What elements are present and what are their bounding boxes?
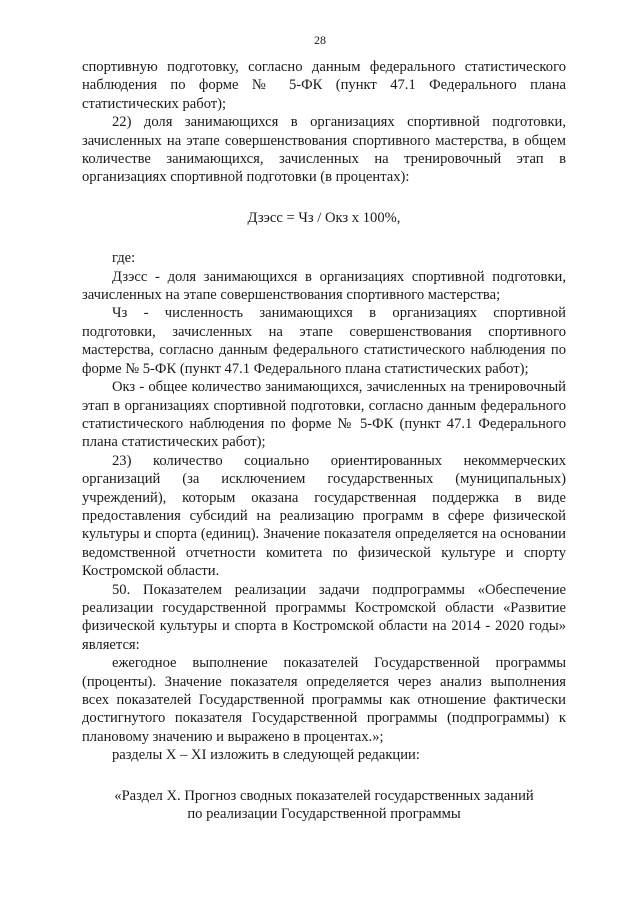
section-heading xyxy=(82,787,566,824)
paragraph-continuation: спортивную подготовку, согласно данным федерального статистического наблюдения по форме № 5-ФК (пункт 47.1 Федерального плана статистических работ); xyxy=(82,59,566,112)
definition-okz: Окз - общее количество занимающихся, зачисленных на тренировочный этап в организациях спортивной подготовки, согласно данным федерального статистического наблюдения по форме № 5-ФК (пункт 47.1 Федерального плана статистических работ); xyxy=(82,379,566,451)
definition-dzess: Дзэсс - доля занимающихся в организациях спортивной подготовки, зачисленных на этапе совершенствования спортивного мастерства; xyxy=(82,268,566,304)
definition-chz: Чз - численность занимающихся в организациях спортивной подготовки, зачисленных на этапе совершенствования спортивного мастерства, согласно данным федерального статистического наблюдения по форме № 5-ФК (пункт 47.1 Федерального плана статистических работ); xyxy=(82,305,566,377)
paragraph-sections-instruction: разделы X – XI изложить в следующей редакции: xyxy=(112,747,420,764)
section-heading-line-2: по реализации Государственной программы xyxy=(187,806,461,823)
paragraph-item-22: 22) доля занимающихся в организациях спортивной подготовки, зачисленных на этапе совершенствования спортивного мастерства, в общем количестве занимающихся, зачисленных на тренировочный этап в организациях спортивной подготовки (в процентах): xyxy=(82,114,566,186)
paragraph-item-50: 50. Показателем реализации задачи подпрограммы «Обеспечение реализации государственной программы Костромской области «Развитие физической культуры и спорта в Костромской области на 2014 - 2020 годы» является: xyxy=(82,581,566,653)
section-heading-line-1: «Раздел X. Прогноз сводных показателей государственных заданий xyxy=(114,787,534,804)
paragraph-annual-indicator: ежегодное выполнение показателей Государственной программы (проценты). Значение показателя определяется через анализ выполнения всех показателей Государственной программы как отношение фактически достигнутого показателя Государственной программы (подпрограммы) к плановому значению и выражено в процентах.»; xyxy=(82,655,566,745)
document-body xyxy=(82,58,566,823)
page-number: 28 xyxy=(314,33,326,47)
formula-where-label: где: xyxy=(112,250,136,267)
paragraph-item-23: 23) количество социально ориентированных некоммерческих организаций (за исключением государственных (муниципальных) учреждений), которым оказана государственная поддержка в виде предоставления субсидий на реализацию программ в сфере физической культуры и спорта (единиц). Значение показателя определяется на основании ведомственной отчетности комитета по физической культуре и спорту Костромской области. xyxy=(82,452,566,580)
formula: Дзэсс = Чз / Окз х 100%, xyxy=(247,209,401,226)
